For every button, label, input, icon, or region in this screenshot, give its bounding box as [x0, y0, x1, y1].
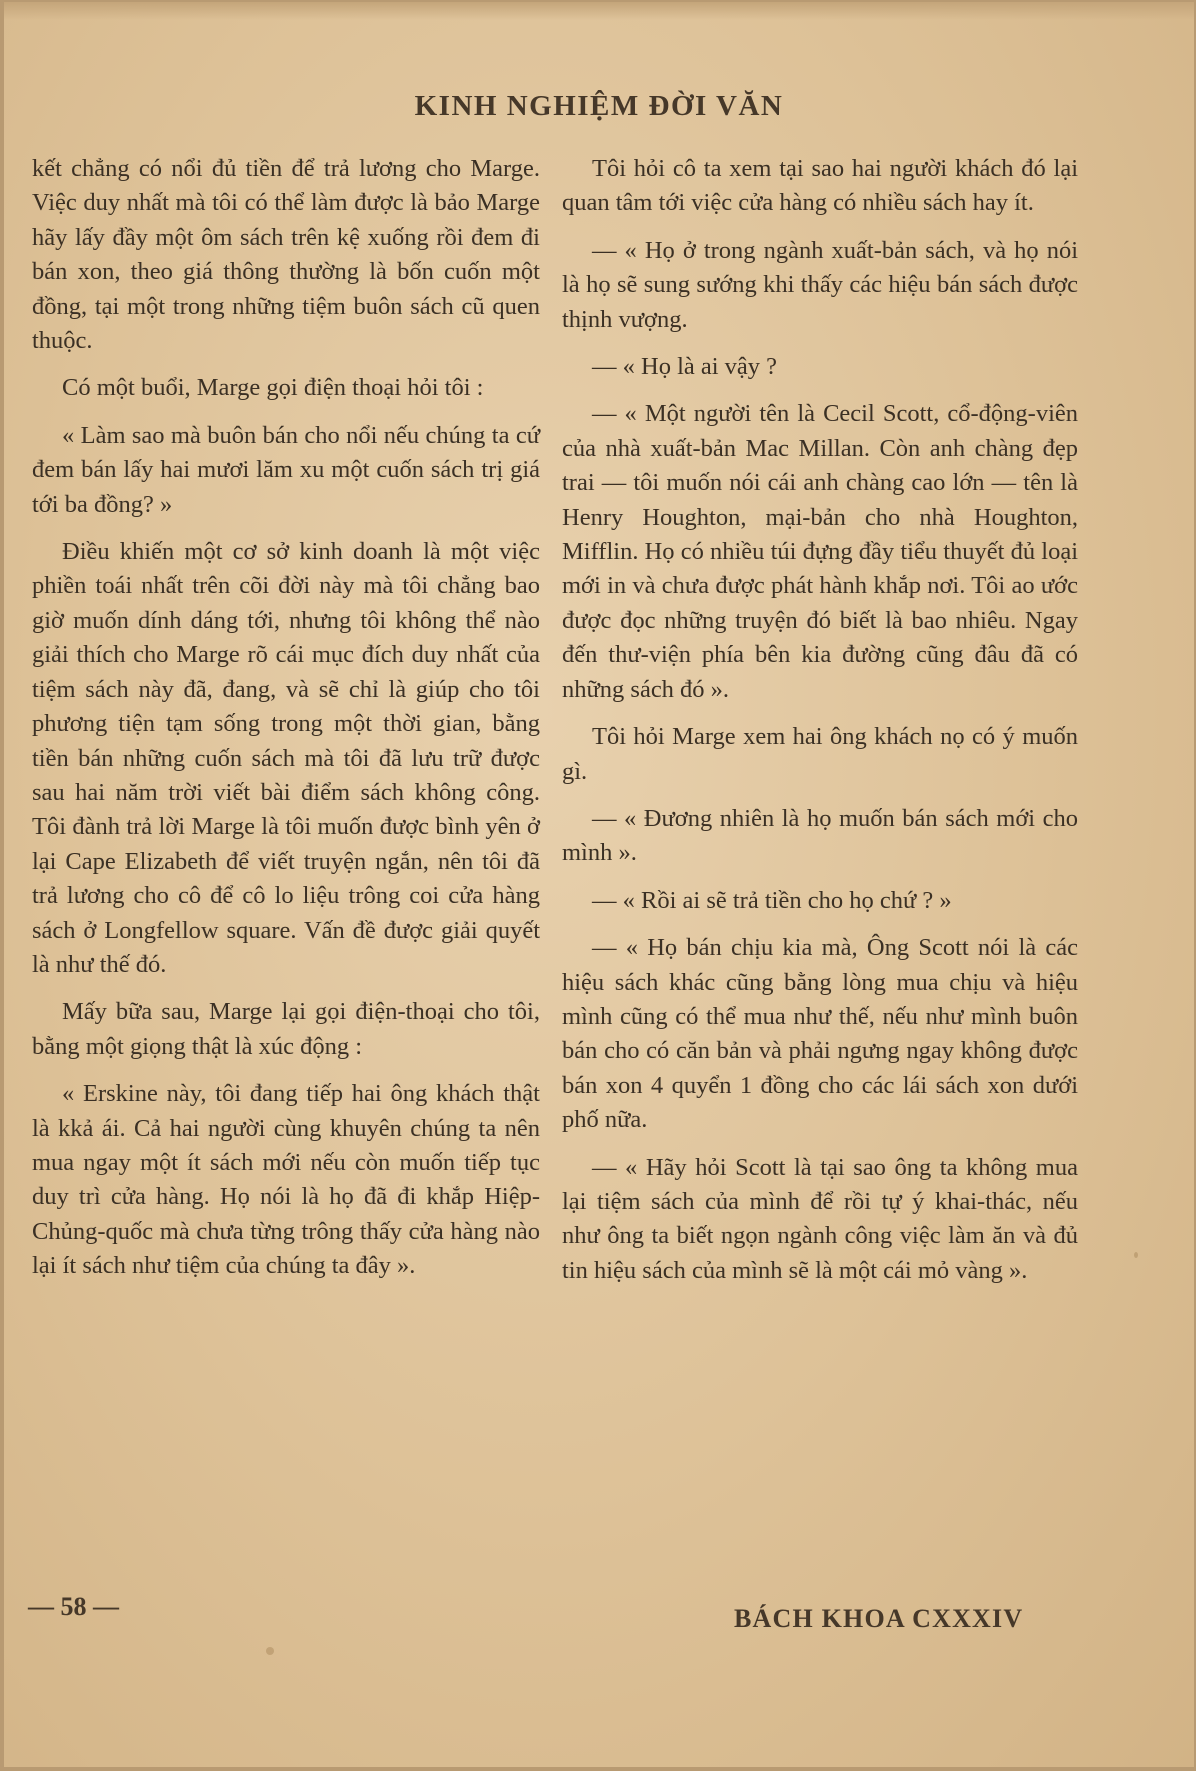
paragraph: — « Họ là ai vậy ?: [592, 353, 778, 381]
page-number: — 58 —: [28, 1592, 119, 1621]
paper-stain: [266, 1647, 274, 1655]
left-column: [32, 152, 540, 1297]
paragraph: — « Một người tên là Cecil Scott, cổ-động-viên của nhà xuất-bản Mac Millan. Còn anh chàng đẹp trai — tôi muốn nói cái anh chàng cao lớn — tên là Henry Houghton, mại-bản cho nhà Houghton, Mifflin. Họ có nhiều túi đựng đầy tiểu thuyết đủ loại mới in và chưa được phát hành khắp nơi. Tôi ao ước được đọc những truyện đó biết là bao nhiêu. Ngay đến thư-viện phía bên kia đường cũng đâu đã có những sách đó ».: [562, 400, 1078, 703]
paragraph: — « Họ bán chịu kia mà, Ông Scott nói là các hiệu sách khác cũng bằng lòng mua chịu và hiệu mình cũng có thể mua như thế, nếu như mình buôn bán cho có căn bản và phải ngưng ngay không được bán xon 4 quyển 1 đồng cho các lái sách xon dưới phố nữa.: [562, 934, 1078, 1134]
paragraph: — « Đương nhiên là họ muốn bán sách mới cho mình ».: [562, 804, 1078, 867]
paper-stain: [1134, 1252, 1138, 1258]
paragraph: kết chẳng có nổi đủ tiền để trả lương cho Marge. Việc duy nhất mà tôi có thể làm được là bảo Marge hãy lấy đầy một ôm sách trên kệ xuống rồi đem đi bán xon, theo giá thông thường là bốn cuốn một đồng, tại một trong những tiệm buôn sách cũ quen thuộc.: [32, 155, 540, 355]
paragraph: — « Hãy hỏi Scott là tại sao ông ta không mua lại tiệm sách của mình để rồi tự ý khai-thác, nếu như ông ta biết ngọn ngành công việc làm ăn và đủ tin hiệu sách của mình sẽ là một cái mỏ vàng ».: [562, 1153, 1078, 1284]
running-head: KINH NGHIỆM ĐỜI VĂN: [414, 90, 784, 122]
paragraph: « Làm sao mà buôn bán cho nổi nếu chúng ta cứ đem bán lấy hai mươi lăm xu một cuốn sách trị giá tới ba đồng? »: [32, 421, 540, 518]
publication-name: BÁCH KHOA CXXXIV: [734, 1604, 1024, 1633]
page-edge-shadow: [4, 2, 1194, 20]
paragraph: — « Rồi ai sẽ trả tiền cho họ chứ ? »: [592, 886, 952, 914]
paragraph: Có một buổi, Marge gọi điện thoại hỏi tôi :: [62, 374, 484, 402]
paragraph: « Erskine này, tôi đang tiếp hai ông khách thật là kkả ái. Cả hai người cùng khuyên chúng ta nên mua ngay một ít sách mới nếu còn muốn tiếp tục duy trì cửa hàng. Họ nói là họ đã đi khắp Hiệp-Chủng-quốc mà chưa từng trông thấy cửa hàng nào lại ít sách như tiệm của chúng ta đây ».: [32, 1080, 540, 1280]
paragraph: — « Họ ở trong ngành xuất-bản sách, và họ nói là họ sẽ sung sướng khi thấy các hiệu bán sách được thịnh vượng.: [562, 236, 1078, 333]
right-column: [562, 152, 1078, 1301]
paragraph: Mấy bữa sau, Marge lại gọi điện-thoại cho tôi, bằng một giọng thật là xúc động :: [32, 998, 540, 1060]
magazine-page: [4, 2, 1194, 1767]
paragraph: Điều khiến một cơ sở kinh doanh là một việc phiền toái nhất trên cõi đời này mà tôi chẳng bao giờ muốn dính dáng tới, nhưng tôi không thể nào giải thích cho Marge rõ cái mục đích duy nhất của tiệm sách này đã, đang, và sẽ chỉ là giúp cho tôi phương tiện tạm sống trong một thời gian, bằng tiền bán những cuốn sách mà tôi đã lưu trữ được sau hai năm trời viết bài điểm sách không công. Tôi đành trả lời Marge là tôi muốn được bình yên ở lại Cape Elizabeth để viết truyện ngắn, nên tôi đã trả lương cho cô để cô lo liệu trông coi cửa hàng sách ở Longfellow square. Vấn đề được giải quyết là như thế đó.: [32, 538, 540, 978]
paragraph: Tôi hỏi Marge xem hai ông khách nọ có ý muốn gì.: [562, 723, 1078, 785]
paragraph: Tôi hỏi cô ta xem tại sao hai người khách đó lại quan tâm tới việc cửa hàng có nhiều sách hay ít.: [562, 155, 1078, 217]
